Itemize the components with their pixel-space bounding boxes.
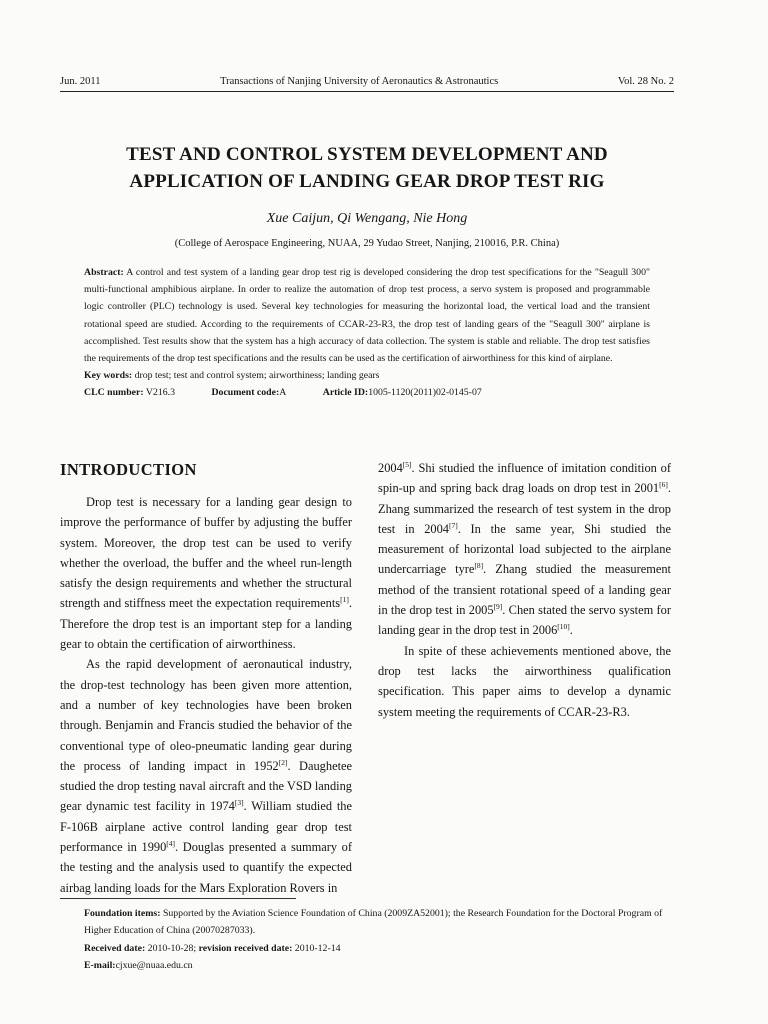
text-run: As the rapid development of aeronautical industry, the drop-test technology has been given more attention, and a number of key technologies have been broken through. Benjamin and Francis studied the behavior of the conventional type of oleo-pneumatic landing gear during the process of landing impact in 1952 bbox=[60, 657, 352, 773]
volume-issue: Vol. 28 No. 2 bbox=[617, 76, 674, 87]
keywords bbox=[84, 367, 650, 384]
footnotes bbox=[84, 905, 674, 974]
citation-ref: [3] bbox=[234, 798, 244, 808]
footnote-rule bbox=[60, 898, 296, 899]
running-header bbox=[60, 76, 674, 92]
right-column bbox=[378, 458, 671, 722]
received-label: Received date: bbox=[84, 942, 146, 954]
citation-ref: [2] bbox=[278, 757, 288, 767]
abstract-block bbox=[84, 264, 650, 402]
paper-title bbox=[60, 141, 674, 195]
classification-line bbox=[84, 384, 650, 401]
authors: Xue Caijun, Qi Wengang, Nie Hong bbox=[266, 211, 468, 226]
citation-ref: [9] bbox=[493, 602, 503, 612]
citation-ref: [10] bbox=[557, 622, 570, 632]
revised-label: revision received date: bbox=[198, 942, 293, 954]
keywords-label: Key words: bbox=[84, 370, 133, 382]
keywords-text: drop test; test and control system; airworthiness; landing gears bbox=[134, 370, 380, 382]
text-run: . Therefore the drop test is an important step for a landing gear to obtain the certification of airworthiness. bbox=[60, 596, 352, 652]
text-run: . bbox=[569, 623, 573, 638]
email-label: E-mail: bbox=[84, 959, 116, 971]
title-line-1: TEST AND CONTROL SYSTEM DEVELOPMENT AND bbox=[126, 144, 608, 165]
clc-number: V216.3 bbox=[145, 387, 176, 399]
revised-date: 2010-12-14 bbox=[294, 942, 341, 954]
intro-paragraph-1 bbox=[60, 492, 352, 654]
text-run: . In the same year, Shi studied the measurement of horizontal load subjected to the airplane undercarriage tyre bbox=[378, 521, 671, 577]
dates-line bbox=[84, 940, 674, 957]
foundation-items bbox=[84, 905, 674, 940]
text-run: . William studied the F-106B airplane active control landing gear drop test performance in 1990 bbox=[60, 799, 352, 855]
abstract-text: A control and test system of a landing gear drop test rig is developed considering the drop test specifications for the "Seagull 300" multi-functional amphibious airplane. In order to realize the automation of drop test process, a servo system is proposed and programmable logic controller (PLC) technology is used. Several key technologies for measuring the horizontal load, the vertical load and the transient rotational speed are studied. According to the requirements of CCAR-23-R3, the drop test of landing gears of the "Seagull 300" airplane is accomplished. Test results show that the system has a high accuracy of data collection. The system is stable and reliable. The drop test satisfies the requirements of the drop test specifications and the results can be used as the certification of airworthiness for this kind of airplane. bbox=[84, 267, 650, 365]
received-date: 2010-10-28; bbox=[147, 942, 197, 954]
citation-ref: [4] bbox=[166, 839, 176, 849]
intro-paragraph-2 bbox=[378, 458, 671, 641]
citation-ref: [5] bbox=[402, 460, 412, 469]
citation-ref: [8] bbox=[474, 561, 484, 571]
intro-paragraph-3: In spite of these achievements mentioned above, the drop test lacks the airworthiness qualification specification. This paper aims to develop a dynamic system meeting the requirements of CCAR-23-R3. bbox=[378, 643, 671, 719]
left-column bbox=[60, 458, 352, 898]
email-address: cjxue@nuaa.edu.cn bbox=[115, 959, 193, 971]
article-id-label: Article ID: bbox=[322, 387, 369, 399]
text-run: . Zhang studied the measurement method of the transient rotational speed of a landing gear in the drop test in 2005 bbox=[378, 562, 671, 618]
text-run: . Shi studied the influence of imitation condition of spin-up and spring back drag loads on drop test in 2001 bbox=[378, 461, 671, 496]
text-run: . Douglas presented a summary of the testing and the analysis used to quantify the expected airbag landing loads for the Mars Exploration Rovers in bbox=[60, 840, 353, 895]
text-run: 2004 bbox=[378, 461, 403, 475]
affiliation: (College of Aerospace Engineering, NUAA, 29 Yudao Street, Nanjing, 210016, P.R. China) bbox=[174, 238, 560, 249]
text-run: . Zhang summarized the research of test system in the drop test in 2004 bbox=[378, 481, 671, 536]
document-code-label: Document code: bbox=[211, 387, 280, 399]
article-id: 1005-1120(2011)02-0145-07 bbox=[368, 387, 482, 399]
journal-name: Transactions of Nanjing University of Aeronautics & Astronautics bbox=[220, 76, 499, 87]
abstract-label: Abstract: bbox=[84, 267, 124, 278]
foundation-label: Foundation items: bbox=[84, 908, 161, 919]
abstract bbox=[84, 264, 650, 367]
document-code: A bbox=[279, 387, 287, 399]
citation-ref: [6] bbox=[659, 480, 668, 490]
title-line-2: APPLICATION OF LANDING GEAR DROP TEST RIG bbox=[129, 171, 605, 192]
foundation-text: Supported by the Aviation Science Foundation of China (2009ZA52001); the Research Foundation for the Doctoral Program of Higher Education of China (20070287033). bbox=[84, 908, 663, 937]
email-line bbox=[84, 957, 674, 974]
citation-ref: [7] bbox=[449, 520, 458, 530]
section-heading-introduction: INTRODUCTION bbox=[60, 460, 197, 479]
text-run: . Chen stated the servo system for landing gear in the drop test in 2006 bbox=[378, 603, 671, 638]
text-run: . Daughetee studied the drop testing naval aircraft and the VSD landing gear dynamic test facility in 1974 bbox=[60, 758, 353, 814]
text-run: Drop test is necessary for a landing gear design to improve the performance of buffer by adjusting the buffer system. Moreover, the drop test can be used to verify whether the overload, the buffer and the wheel run-length satisfy the design requirements and whether the structural strength and stiffness meet the expectation requirements bbox=[60, 495, 352, 611]
issue-date: Jun. 2011 bbox=[60, 76, 101, 87]
intro-paragraph-2 bbox=[60, 654, 352, 898]
citation-ref: [1] bbox=[340, 595, 349, 605]
clc-label: CLC number: bbox=[84, 387, 144, 399]
